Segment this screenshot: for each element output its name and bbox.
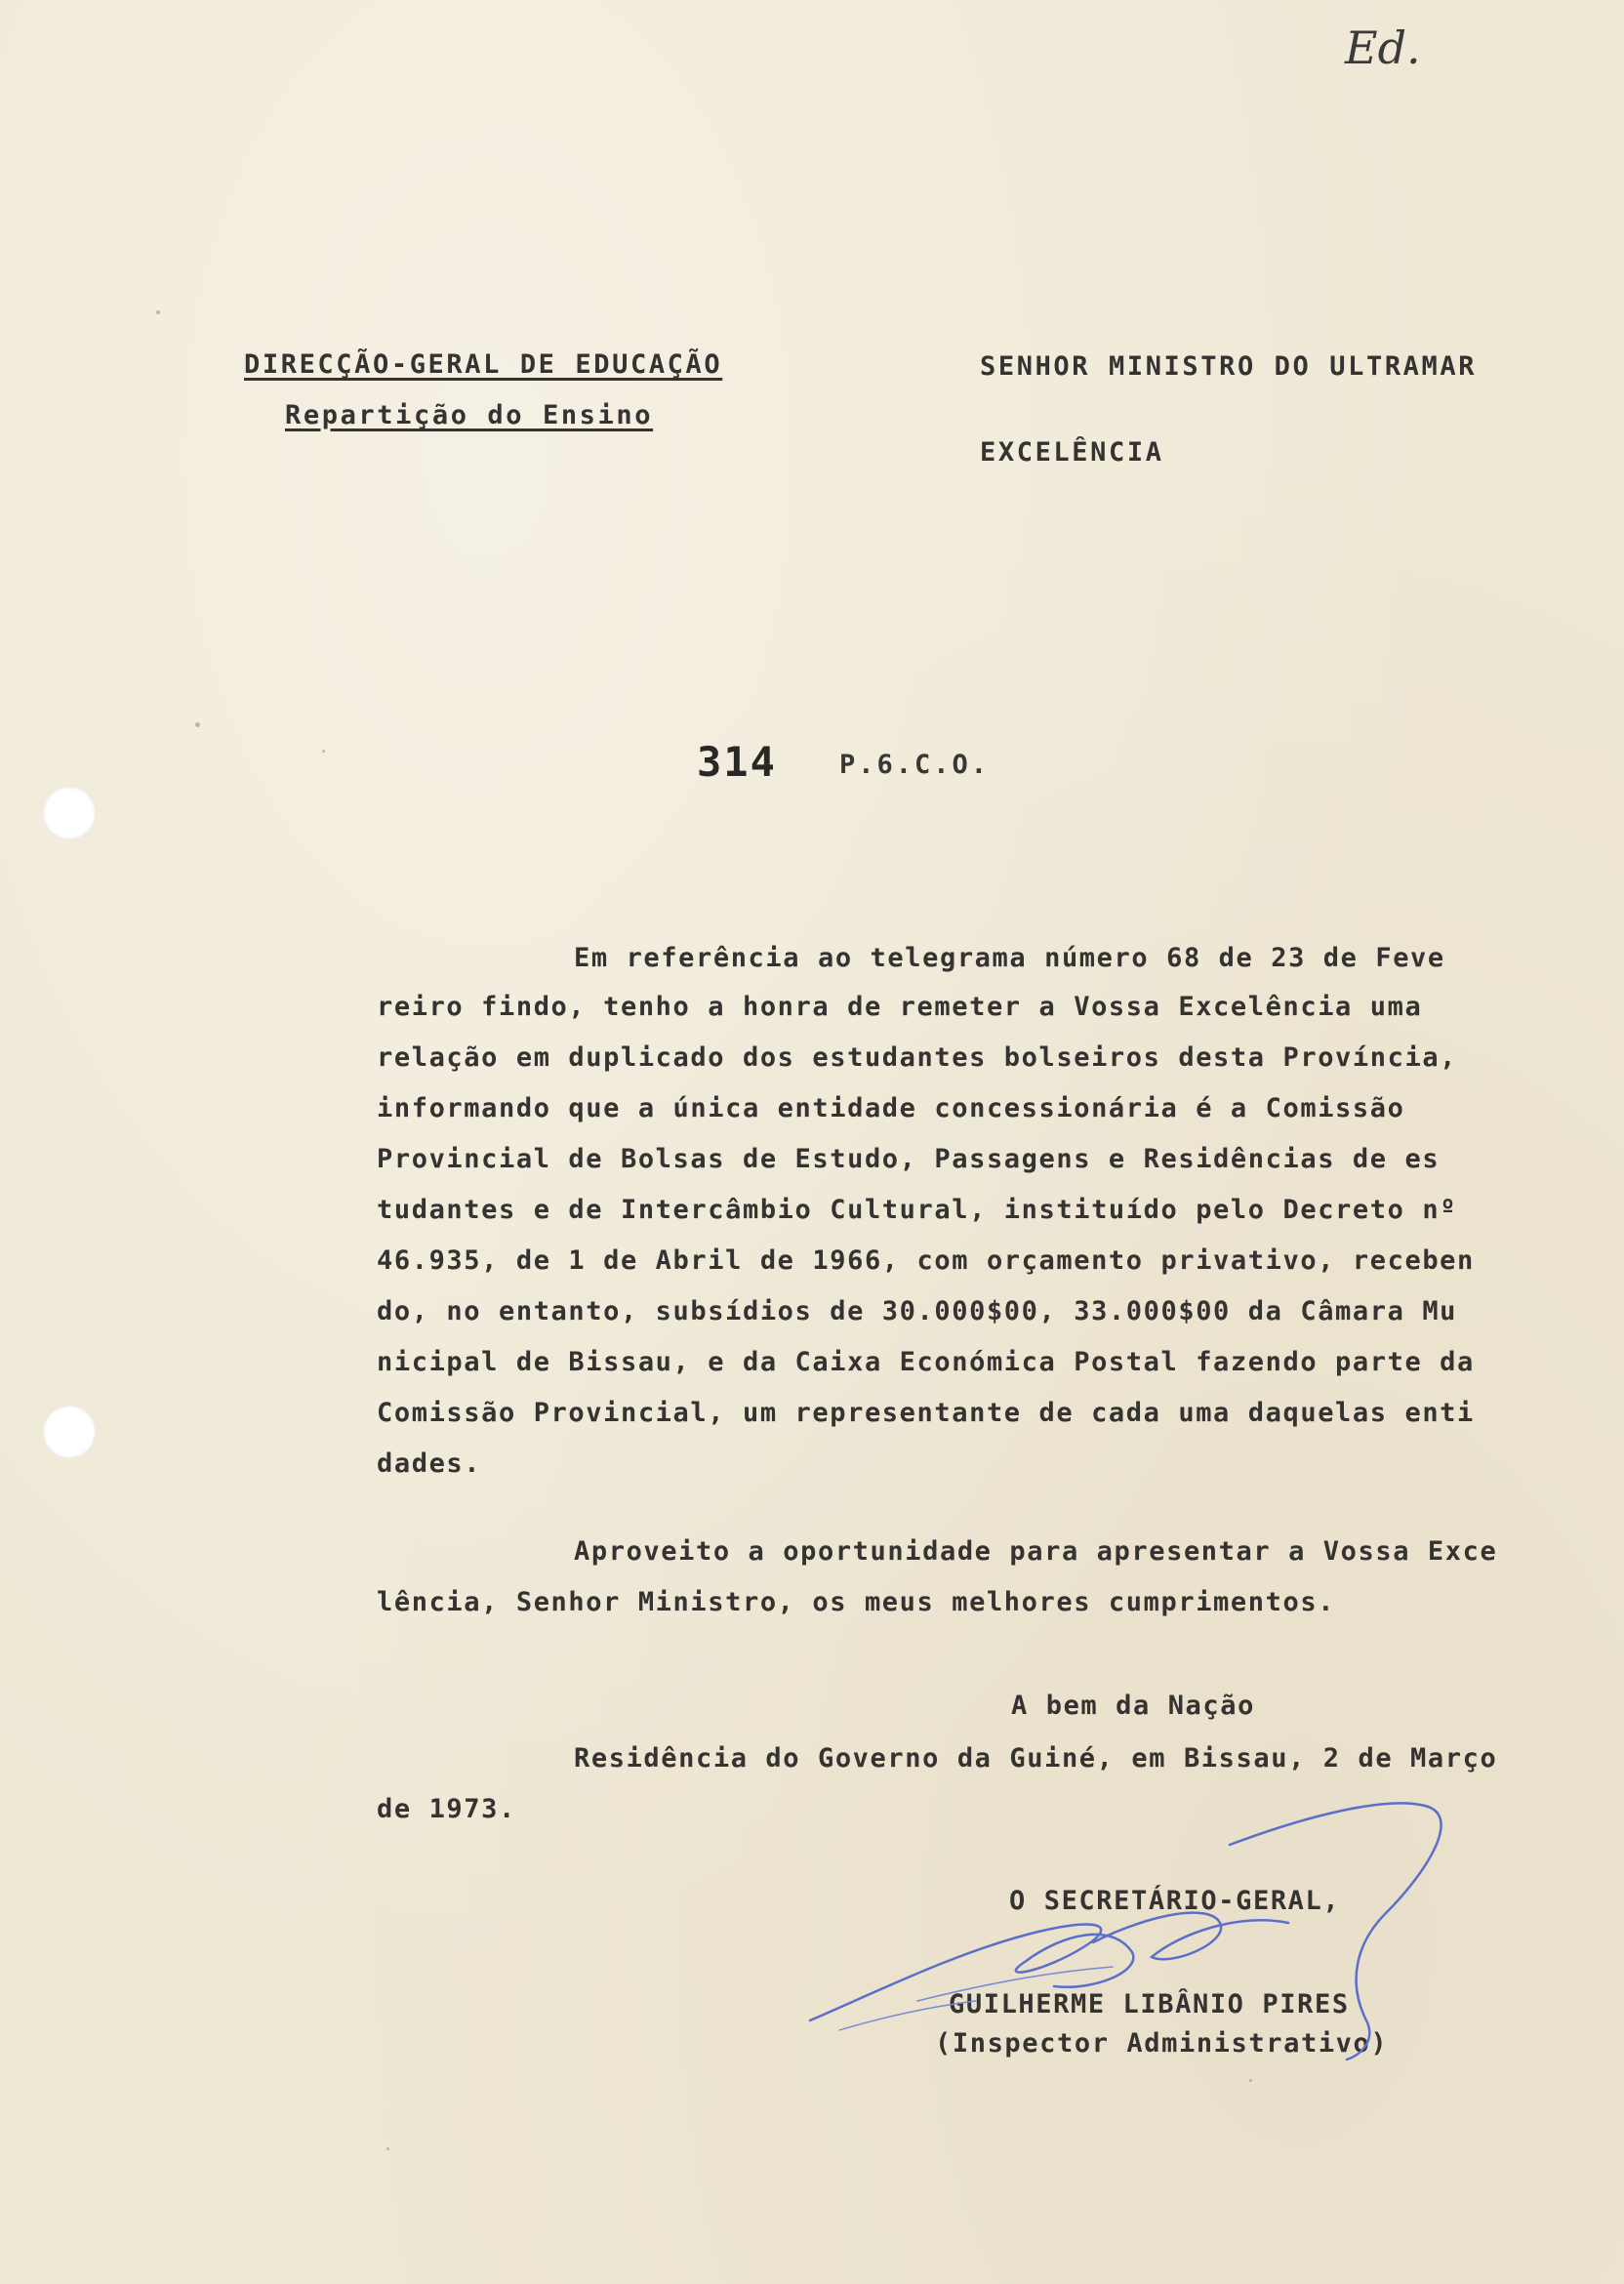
addressee: SENHOR MINISTRO DO ULTRAMAR (980, 351, 1478, 382)
reference-number: 314 (697, 738, 777, 786)
place-date-line-1: Residência do Governo da Guiné, em Bissau, 2 de Março (574, 1743, 1498, 1774)
body-line: reiro findo, tenho a honra de remeter a Vossa Excelência uma (377, 992, 1423, 1022)
body-line: 46.935, de 1 de Abril de 1966, com orçamento privativo, receben (377, 1245, 1475, 1276)
body-line: Aproveito a oportunidade para apresentar a Vossa Exce (574, 1536, 1498, 1567)
handwritten-mark: Ed. (1345, 21, 1421, 74)
body-line: tudantes e de Intercâmbio Cultural, instituído pelo Decreto nº (377, 1195, 1458, 1225)
body-line: do, no entanto, subsídios de 30.000$00, 33.000$00 da Câmara Mu (377, 1296, 1458, 1326)
department-heading: DIRECÇÃO-GERAL DE EDUCAÇÃO (244, 349, 723, 380)
body-line: nicipal de Bissau, e da Caixa Económica Postal fazendo parte da (377, 1347, 1475, 1377)
signatory-title: O SECRETÁRIO-GERAL, (1009, 1886, 1341, 1916)
body-line: Comissão Provincial, um representante de cada uma daquelas enti (377, 1398, 1475, 1428)
place-date-line-2: de 1973. (377, 1794, 516, 1824)
body-line: relação em duplicado dos estudantes bolseiros desta Província, (377, 1042, 1458, 1073)
body-line: dades. (377, 1448, 482, 1479)
signatory-role: (Inspector Administrativo) (935, 2028, 1389, 2059)
signatory-name: GUILHERME LIBÂNIO PIRES (949, 1989, 1350, 2019)
handwritten-signature (800, 1786, 1542, 2079)
closing-motto: A bem da Nação (1011, 1691, 1255, 1721)
body-line: Provincial de Bolsas de Estudo, Passagens e Residências de es (377, 1144, 1441, 1174)
punch-hole-bottom (43, 1406, 96, 1458)
body-line: lência, Senhor Ministro, os meus melhores cumprimentos. (377, 1587, 1336, 1617)
body-line: informando que a única entidade concessionária é a Comissão (377, 1093, 1405, 1123)
body-line: Em referência ao telegrama número 68 de 23 de Feve (574, 943, 1445, 973)
salutation: EXCELÊNCIA (980, 437, 1164, 468)
reference-code: P.6.C.O. (839, 750, 991, 780)
section-heading: Repartição do Ensino (285, 400, 654, 430)
punch-hole-top (43, 787, 96, 839)
